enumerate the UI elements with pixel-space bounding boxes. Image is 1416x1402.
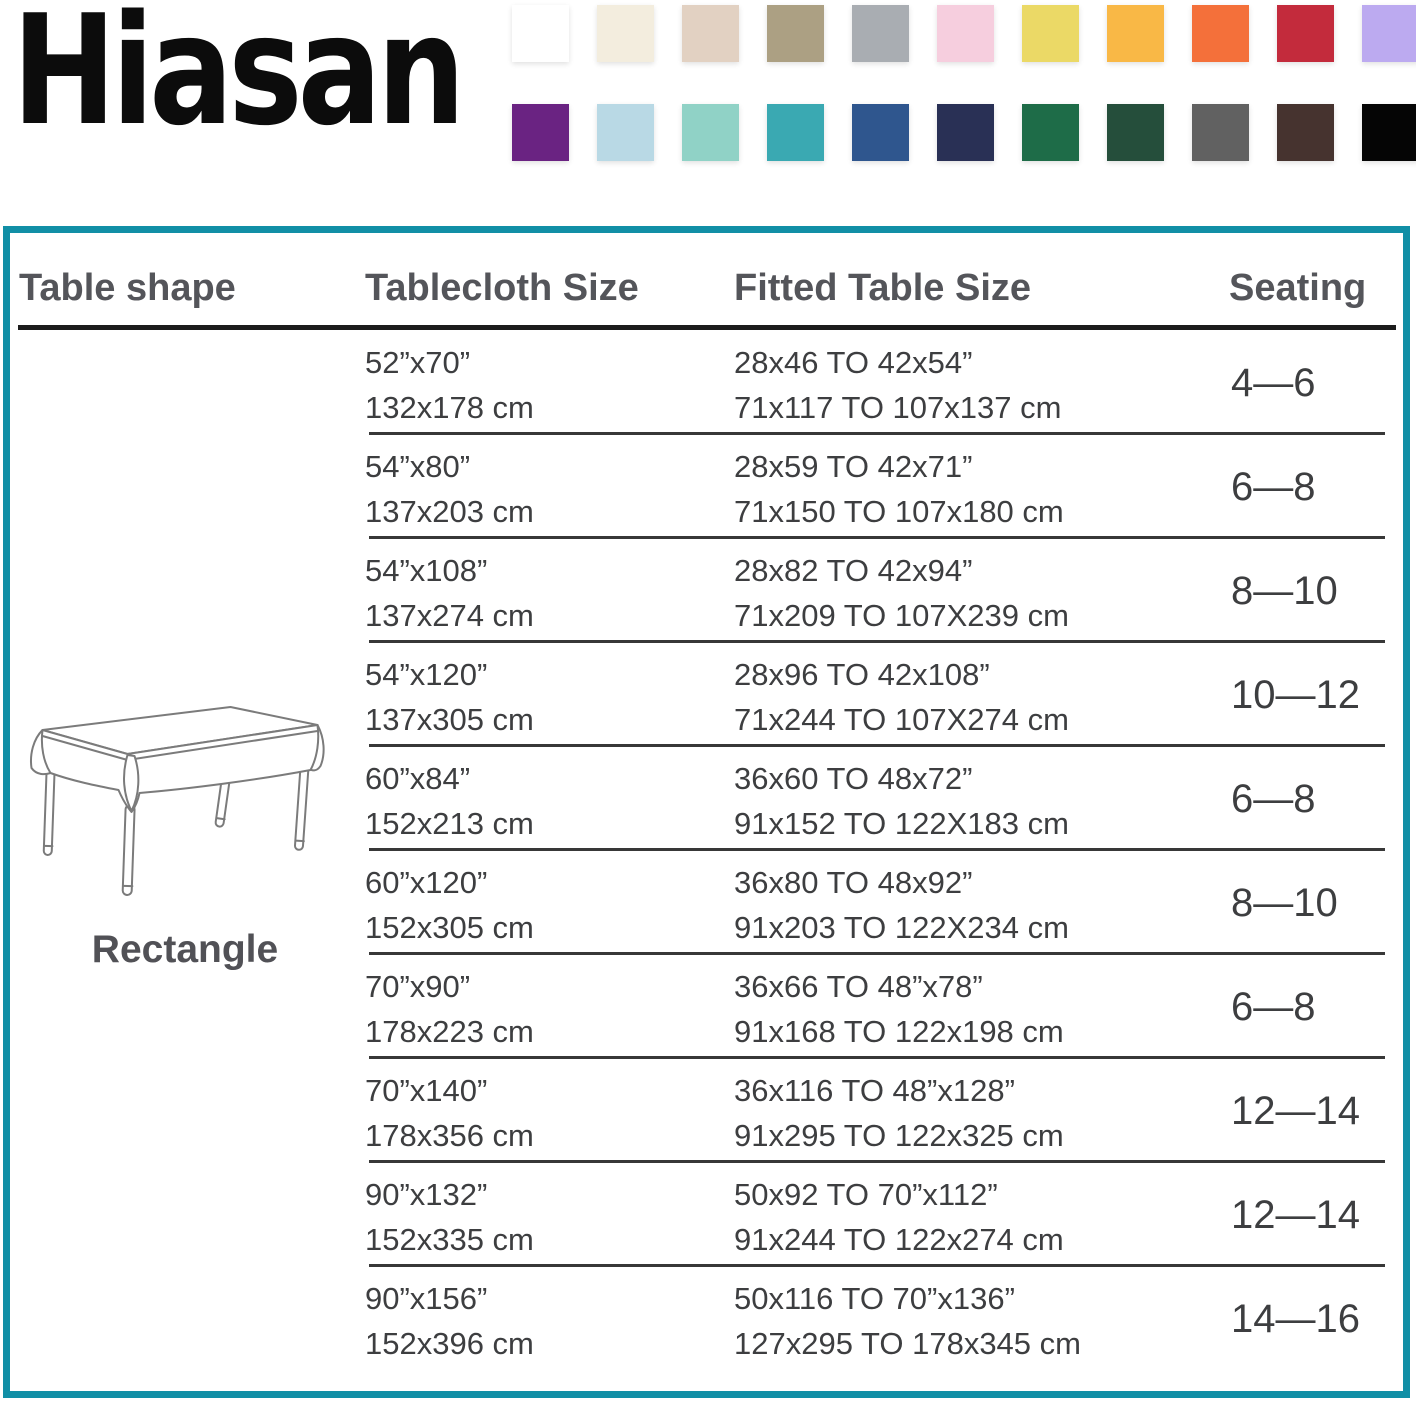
table-row bbox=[10, 1163, 1403, 1267]
tablecloth-size-inch: 54”x120” bbox=[365, 657, 488, 692]
fitted-size-inch: 28x59 TO 42x71” bbox=[734, 449, 973, 484]
tablecloth-size-cm: 178x356 cm bbox=[365, 1118, 534, 1153]
seating-range: 6—8 bbox=[1231, 464, 1316, 509]
table-row bbox=[10, 643, 1403, 747]
seating-range: 6—8 bbox=[1231, 984, 1316, 1029]
tablecloth-size-inch: 60”x84” bbox=[365, 761, 471, 796]
tablecloth-size-inch: 90”x132” bbox=[365, 1177, 488, 1212]
column-header-seating: Seating bbox=[1229, 267, 1367, 309]
color-swatch-aqua bbox=[682, 104, 739, 161]
tablecloth-size-cm: 152x305 cm bbox=[365, 910, 534, 945]
seating-range: 12—14 bbox=[1231, 1192, 1360, 1237]
tablecloth-size-cm: 152x335 cm bbox=[365, 1222, 534, 1257]
seating-range: 4—6 bbox=[1231, 360, 1316, 405]
color-swatch-pink bbox=[937, 5, 994, 62]
size-chart-table bbox=[3, 226, 1410, 1398]
color-swatch-lavender bbox=[1362, 5, 1416, 62]
fitted-size-inch: 28x82 TO 42x94” bbox=[734, 553, 973, 588]
color-swatch-steel-blue bbox=[852, 104, 909, 161]
fitted-size-cm: 71x209 TO 107X239 cm bbox=[734, 598, 1069, 633]
color-swatch-navy bbox=[937, 104, 994, 161]
color-swatch-teal bbox=[767, 104, 824, 161]
color-swatch-gold bbox=[1107, 5, 1164, 62]
color-swatch-green bbox=[1022, 104, 1079, 161]
color-swatch-grid bbox=[512, 5, 1416, 161]
fitted-size-cm: 91x295 TO 122x325 cm bbox=[734, 1118, 1064, 1153]
table-row bbox=[10, 851, 1403, 955]
fitted-size-inch: 28x96 TO 42x108” bbox=[734, 657, 990, 692]
column-header-tablecloth-size: Tablecloth Size bbox=[365, 267, 639, 309]
fitted-size-inch: 36x60 TO 48x72” bbox=[734, 761, 973, 796]
table-row bbox=[10, 435, 1403, 539]
tablecloth-size-inch: 54”x80” bbox=[365, 449, 471, 484]
fitted-size-inch: 36x116 TO 48”x128” bbox=[734, 1073, 1015, 1108]
tablecloth-size-cm: 152x396 cm bbox=[365, 1326, 534, 1361]
tablecloth-size-cm: 137x274 cm bbox=[365, 598, 534, 633]
column-header-fitted-table-size: Fitted Table Size bbox=[734, 267, 1032, 309]
table-row bbox=[10, 1059, 1403, 1163]
color-swatch-red bbox=[1277, 5, 1334, 62]
fitted-size-cm: 91x203 TO 122X234 cm bbox=[734, 910, 1069, 945]
fitted-size-cm: 71x244 TO 107X274 cm bbox=[734, 702, 1069, 737]
color-swatch-light-blue bbox=[597, 104, 654, 161]
fitted-size-inch: 36x80 TO 48x92” bbox=[734, 865, 973, 900]
color-swatch-forest-green bbox=[1107, 104, 1164, 161]
tablecloth-size-cm: 178x223 cm bbox=[365, 1014, 534, 1049]
table-row bbox=[10, 955, 1403, 1059]
tablecloth-size-cm: 132x178 cm bbox=[365, 390, 534, 425]
tablecloth-size-inch: 70”x140” bbox=[365, 1073, 488, 1108]
seating-range: 14—16 bbox=[1231, 1296, 1360, 1341]
tablecloth-size-cm: 137x203 cm bbox=[365, 494, 534, 529]
tablecloth-size-cm: 152x213 cm bbox=[365, 806, 534, 841]
tablecloth-size-inch: 52”x70” bbox=[365, 345, 471, 380]
seating-range: 12—14 bbox=[1231, 1088, 1360, 1133]
fitted-size-inch: 36x66 TO 48”x78” bbox=[734, 969, 983, 1004]
fitted-size-inch: 28x46 TO 42x54” bbox=[734, 345, 973, 380]
table-row bbox=[10, 539, 1403, 643]
table-row bbox=[10, 331, 1403, 435]
color-swatch-khaki bbox=[767, 5, 824, 62]
color-swatch-white bbox=[512, 5, 569, 62]
fitted-size-cm: 91x244 TO 122x274 cm bbox=[734, 1222, 1064, 1257]
table-row bbox=[10, 1267, 1403, 1371]
seating-range: 8—10 bbox=[1231, 880, 1338, 925]
seating-range: 8—10 bbox=[1231, 568, 1338, 613]
color-swatch-ivory bbox=[597, 5, 654, 62]
color-swatch-orange bbox=[1192, 5, 1249, 62]
tablecloth-size-cm: 137x305 cm bbox=[365, 702, 534, 737]
brand-logo: Hiasan bbox=[12, 0, 461, 159]
color-swatch-gray bbox=[852, 5, 909, 62]
color-swatch-dark-gray bbox=[1192, 104, 1249, 161]
tablecloth-size-inch: 60”x120” bbox=[365, 865, 488, 900]
color-swatch-brown bbox=[1277, 104, 1334, 161]
fitted-size-cm: 127x295 TO 178x345 cm bbox=[734, 1326, 1081, 1361]
fitted-size-cm: 71x150 TO 107x180 cm bbox=[734, 494, 1064, 529]
table-row bbox=[10, 747, 1403, 851]
fitted-size-cm: 91x152 TO 122X183 cm bbox=[734, 806, 1069, 841]
tablecloth-size-inch: 70”x90” bbox=[365, 969, 471, 1004]
shape-label: Rectangle bbox=[91, 928, 279, 971]
fitted-size-inch: 50x92 TO 70”x112” bbox=[734, 1177, 998, 1212]
color-swatch-purple bbox=[512, 104, 569, 161]
seating-range: 6—8 bbox=[1231, 776, 1316, 821]
column-header-table-shape: Table shape bbox=[19, 267, 236, 309]
tablecloth-size-inch: 90”x156” bbox=[365, 1281, 488, 1316]
color-swatch-black bbox=[1362, 104, 1416, 161]
tablecloth-size-inch: 54”x108” bbox=[365, 553, 488, 588]
color-swatch-yellow bbox=[1022, 5, 1079, 62]
fitted-size-cm: 71x117 TO 107x137 cm bbox=[734, 390, 1062, 425]
fitted-size-inch: 50x116 TO 70”x136” bbox=[734, 1281, 1015, 1316]
color-swatch-beige bbox=[682, 5, 739, 62]
fitted-size-cm: 91x168 TO 122x198 cm bbox=[734, 1014, 1064, 1049]
seating-range: 10—12 bbox=[1231, 672, 1360, 717]
